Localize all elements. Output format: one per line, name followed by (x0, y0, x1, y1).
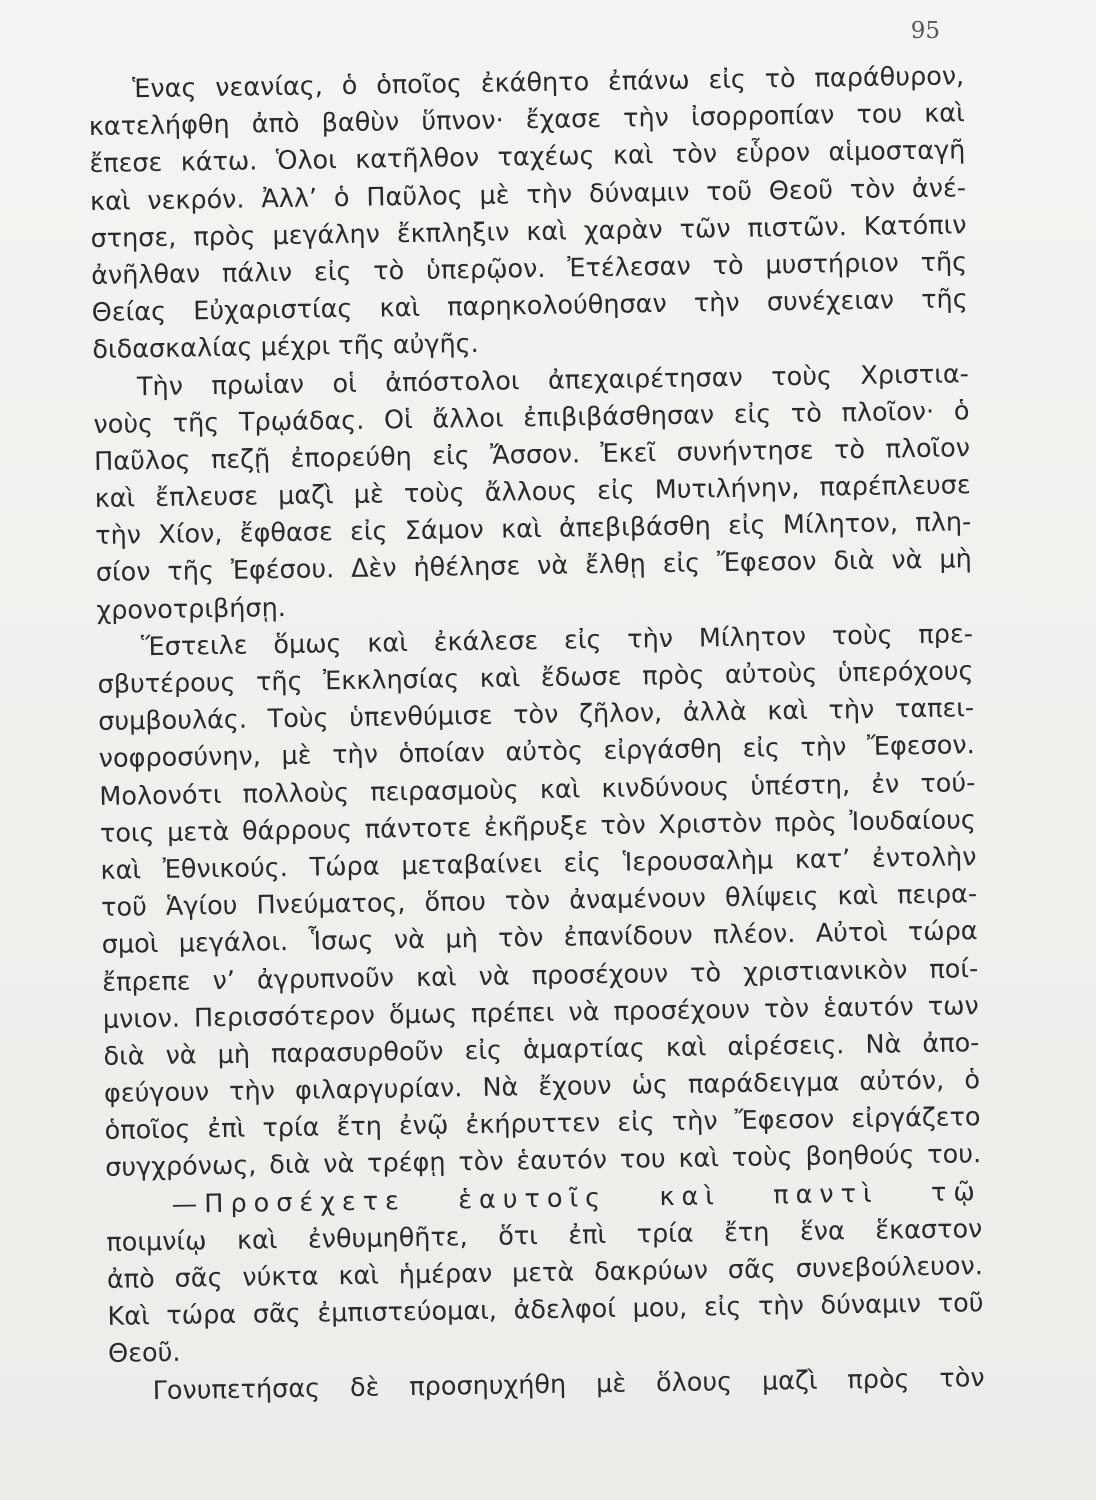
text-line: Ἑνας νεανίας, ὁ ὁποῖος ἐκάθητο ἐπάνω εἰς τὸ παράθυρον, (132, 61, 965, 105)
text-line: καὶ ἔπλευσε μαζὶ μὲ τοὺς ἄλλους εἰς Μυτιλήνην, παρέπλευσε (94, 470, 971, 515)
text-line: τοῦ Ἁγίου Πνεύματος, ὅπου τὸν ἀναμένουν θλίψεις καὶ πειρα- (100, 879, 978, 924)
text-line: σίον τῆς Ἐφέσου. Δὲν ἠθέλησε νὰ ἔλθῃ εἰς Ἔφεσον διὰ νὰ μὴ (95, 544, 973, 589)
text-line: καὶ Ἐθνικούς. Τώρα μεταβαίνει εἰς Ἱερουσαλὴμ κατ’ ἐντολὴν (100, 842, 977, 886)
text-line: ποιμνίῳ καὶ ἐνθυμηθῆτε, ὅτι ἐπὶ τρία ἔτη ἕνα ἕκαστον (106, 1213, 983, 1258)
text-line: κατελήφθη ἀπὸ βαθὺν ὕπνον· ἔχασε τὴν ἰσορροπίαν του καὶ (88, 98, 965, 143)
text-line: συγχρόνως, διὰ νὰ τρέφῃ τὸν ἑαυτόν του καὶ τοὺς βοηθούς του. (104, 1139, 982, 1184)
text-line: τοις μετὰ θάρρους πάντοτε ἐκῆρυξε τὸν Χριστὸν πρὸς Ἰουδαίους (99, 804, 977, 849)
text-line: στησε, πρὸς μεγάλην ἔκπληξιν καὶ χαρὰν τῶν πιστῶν. Κατόπιν (90, 209, 967, 254)
text-line: σμοὶ μεγάλοι. Ἷσως νὰ μὴ τὸν ἐπανίδουν πλέον. Αὐτοὶ τώρα (101, 916, 978, 961)
text-line: —Προσέχετε ἑαυτοῖς καὶ παντὶ τῷ (171, 1176, 982, 1220)
text-line: καὶ νεκρόν. Ἀλλ’ ὁ Παῦλος μὲ τὴν δύναμιν τοῦ Θεοῦ τὸν ἀνέ- (89, 172, 967, 217)
page-number: 95 (910, 18, 940, 44)
text-line: Παῦλος πεζῇ ἐπορεύθη εἰς Ἄσσον. Ἐκεῖ συνήντησε τὸ πλοῖον (93, 433, 971, 477)
text-line: ἀπὸ σᾶς νύκτα καὶ ἡμέραν μετὰ δακρύων σᾶς συνεβούλευον. (106, 1251, 984, 1295)
text-line: Θεοῦ. (107, 1338, 181, 1370)
text-line: συμβουλάς. Τοὺς ὑπενθύμισε τὸν ζῆλον, ἀλλὰ καὶ τὴν ταπει- (97, 693, 975, 738)
text-line: Θείας Εὐχαριστίας καὶ παρηκολούθησαν τὴν συνέχειαν τῆς (91, 284, 968, 329)
text-line: χρονοτριβήσῃ. (96, 592, 287, 626)
text-line: Καὶ τώρα σᾶς ἐμπιστεύομαι, ἀδελφοί μου, εἰς τὴν δύναμιν τοῦ (107, 1288, 984, 1333)
text-line: Τὴν πρωἱαν οἱ ἀπόστολοι ἀπεχαιρέτησαν τοὺς Χριστια- (136, 358, 970, 402)
text-line: τὴν Χίον, ἔφθασε εἰς Σάμον καὶ ἀπεβιβάσθη εἰς Μίλητον, πλη- (95, 507, 972, 552)
text-line: ἔπρεπε ν’ ἀγρυπνοῦν καὶ νὰ προσέχουν τὸ χριστιανικὸν ποί- (102, 953, 979, 998)
text-line: Ἕστειλε ὅμως καὶ ἐκάλεσε εἰς τὴν Μίλητον τοὺς πρε- (140, 618, 974, 663)
text-line: Γονυπετήσας δὲ προσηυχήθη μὲ ὅλους μαζὶ πρὸς τὸν (152, 1362, 985, 1406)
text-line: νοὺς τῆς Τρῳάδας. Οἱ ἄλλοι ἐπιβιβάσθησαν εἰς τὸ πλοῖον· ὁ (93, 395, 970, 440)
text-line: διδασκαλίας μέχρι τῆς αὐγῆς. (92, 329, 479, 366)
text-line: ἀνῆλθαν πάλιν εἰς τὸ ὑπερῷον. Ἐτέλεσαν τὸ μυστήριον τῆς (90, 247, 968, 291)
text-line: νοφροσύνην, μὲ τὴν ὁποίαν αὐτὸς εἰργάσθη εἰς τὴν Ἔφεσον. (98, 730, 975, 775)
text-line: σβυτέρους τῆς Ἐκκλησίας καὶ ἔδωσε πρὸς αὐτοὺς ὑπερόχους (97, 656, 974, 700)
text-line: φεύγουν τὴν φιλαργυρίαν. Νὰ ἔχουν ὡς παράδειγμα αὐτόν, ὁ (103, 1065, 981, 1109)
text-line: Μολονότι πολλοὺς πειρασμοὺς καὶ κινδύνους ὑπέστη, ἐν τού- (99, 767, 976, 812)
body-text (88, 58, 985, 1410)
text-line: διὰ νὰ μὴ παρασυρθοῦν εἰς ἁμαρτίας καὶ αἱρέσεις. Νὰ ἀπο- (103, 1027, 980, 1072)
text-line: ὁποῖος ἐπὶ τρία ἔτη ἐνῷ ἐκήρυττεν εἰς τὴν Ἔφεσον εἰργάζετο (104, 1102, 981, 1147)
text-line: ἔπεσε κάτω. Ὁλοι κατῆλθον ταχέως καὶ τὸν εὗρον αἱμοσταγῆ (89, 135, 966, 180)
text-line: μνιον. Περισσότερον ὅμως πρέπει νὰ προσέχουν τὸν ἑαυτόν των (102, 990, 980, 1035)
